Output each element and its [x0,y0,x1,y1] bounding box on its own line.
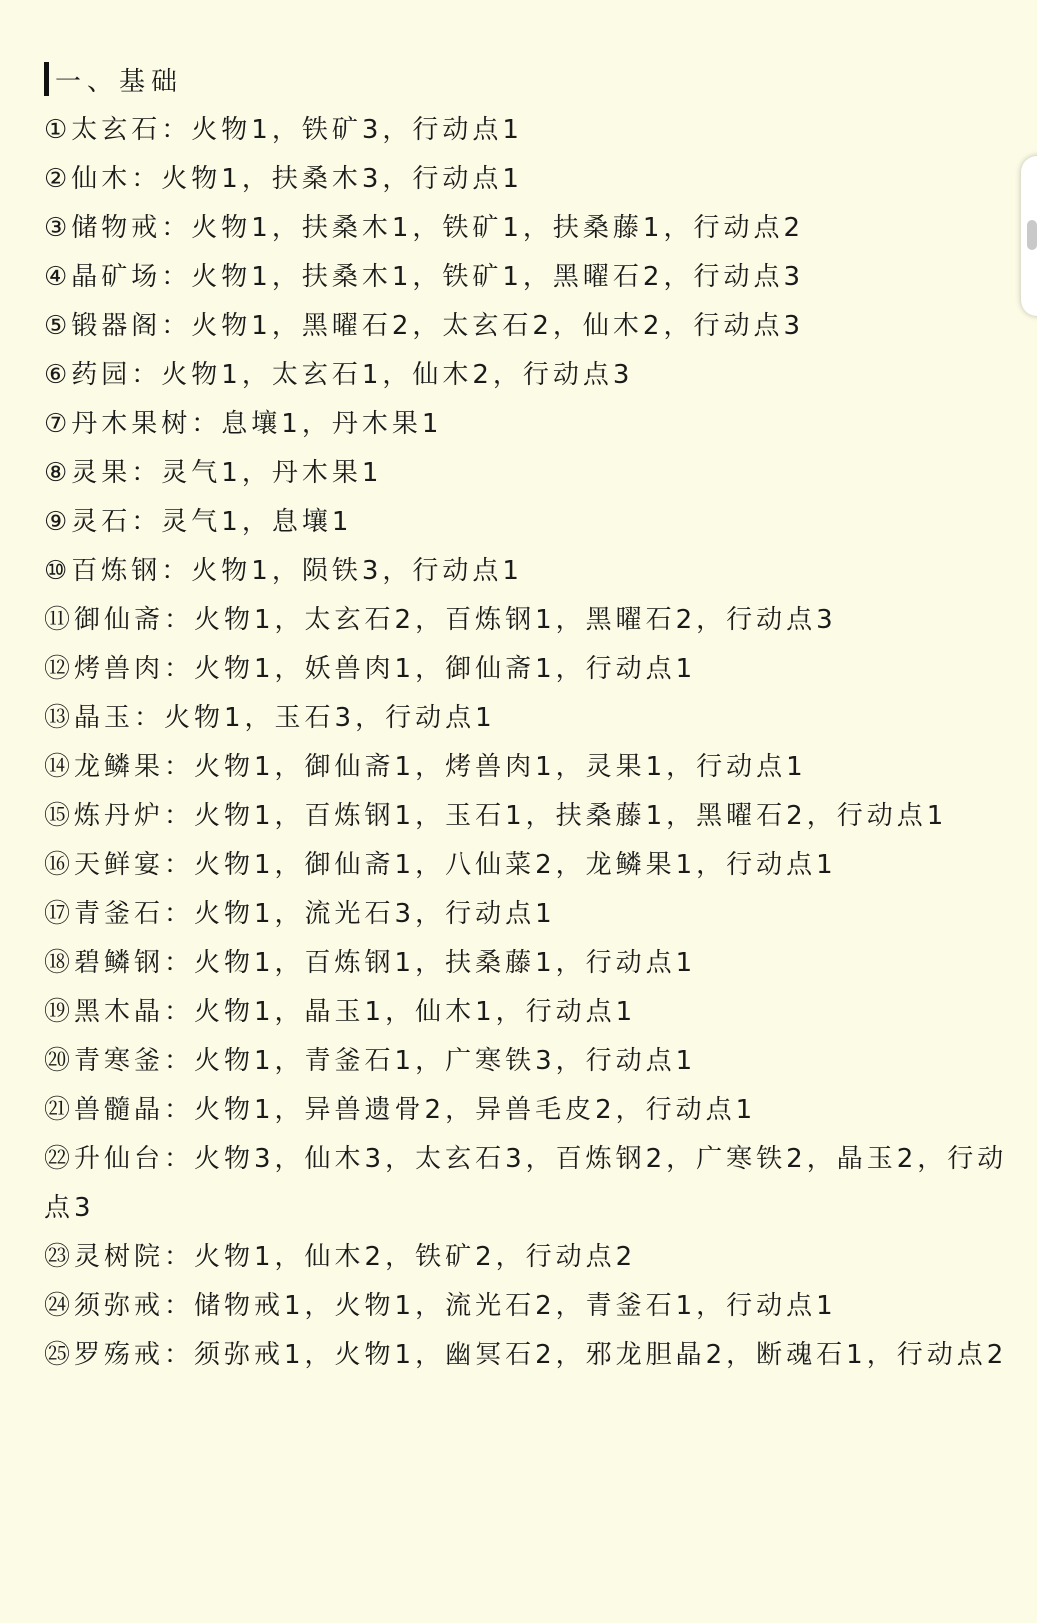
recipe-line: ⑫烤兽肉：火物1，妖兽肉1，御仙斋1，行动点1 [44,654,697,684]
recipe-line: ⑰青釜石：火物1，流光石3，行动点1 [44,899,556,929]
recipe-line: ⑨灵石：灵气1，息壤1 [44,507,353,537]
recipe-line: ⑦丹木果树：息壤1，丹木果1 [44,409,443,439]
recipe-line: ⑭龙鳞果：火物1，御仙斋1，烤兽肉1，灵果1，行动点1 [44,752,807,782]
recipe-line: ⑲黑木晶：火物1，晶玉1，仙木1，行动点1 [44,997,637,1027]
recipe-line: ㉒升仙台：火物3，仙木3，太玄石3，百炼钢2，广寒铁2，晶玉2，行动点3 [44,1144,1008,1223]
recipe-line: ⑯天鲜宴：火物1，御仙斋1，八仙菜2，龙鳞果1，行动点1 [44,850,837,880]
recipe-line: ⑬晶玉：火物1，玉石3，行动点1 [44,703,496,733]
recipe-line: ㉕罗殇戒：须弥戒1，火物1，幽冥石2，邪龙胆晶2，断魂石1，行动点2 [44,1340,1008,1370]
recipe-line: ⑪御仙斋：火物1，太玄石2，百炼钢1，黑曜石2，行动点3 [44,605,837,635]
section-heading [44,62,183,96]
recipe-line: ⑤锻器阁：火物1，黑曜石2，太玄石2，仙木2，行动点3 [44,311,805,341]
recipe-line: ②仙木：火物1，扶桑木3，行动点1 [44,164,523,194]
drawer-grip-icon [1027,220,1037,250]
recipe-line: ①太玄石：火物1，铁矿3，行动点1 [44,115,523,145]
recipe-line: ⑮炼丹炉：火物1，百炼钢1，玉石1，扶桑藤1，黑曜石2，行动点1 [44,801,948,831]
recipe-line: ㉓灵树院：火物1，仙木2，铁矿2，行动点2 [44,1242,637,1272]
section-heading-text: 一、基础 [55,66,184,97]
recipe-line: ㉑兽髓晶：火物1，异兽遗骨2，异兽毛皮2，行动点1 [44,1095,757,1125]
recipe-line: ⑩百炼钢：火物1，陨铁3，行动点1 [44,556,523,586]
recipe-line: ③储物戒：火物1，扶桑木1，铁矿1，扶桑藤1，行动点2 [44,213,805,243]
recipe-line: ④晶矿场：火物1，扶桑木1，铁矿1，黑曜石2，行动点3 [44,262,805,292]
recipe-line: ⑧灵果：灵气1，丹木果1 [44,458,383,488]
recipe-line: ⑱碧鳞钢：火物1，百炼钢1，扶桑藤1，行动点1 [44,948,697,978]
heading-bar [44,62,49,96]
recipe-line: ⑥药园：火物1，太玄石1，仙木2，行动点3 [44,360,634,390]
recipe-line: ⑳青寒釜：火物1，青釜石1，广寒铁3，行动点1 [44,1046,697,1076]
side-drawer-handle[interactable] [1021,156,1037,316]
recipe-list [44,106,1010,1380]
recipe-line: ㉔须弥戒：储物戒1，火物1，流光石2，青釜石1，行动点1 [44,1291,837,1321]
